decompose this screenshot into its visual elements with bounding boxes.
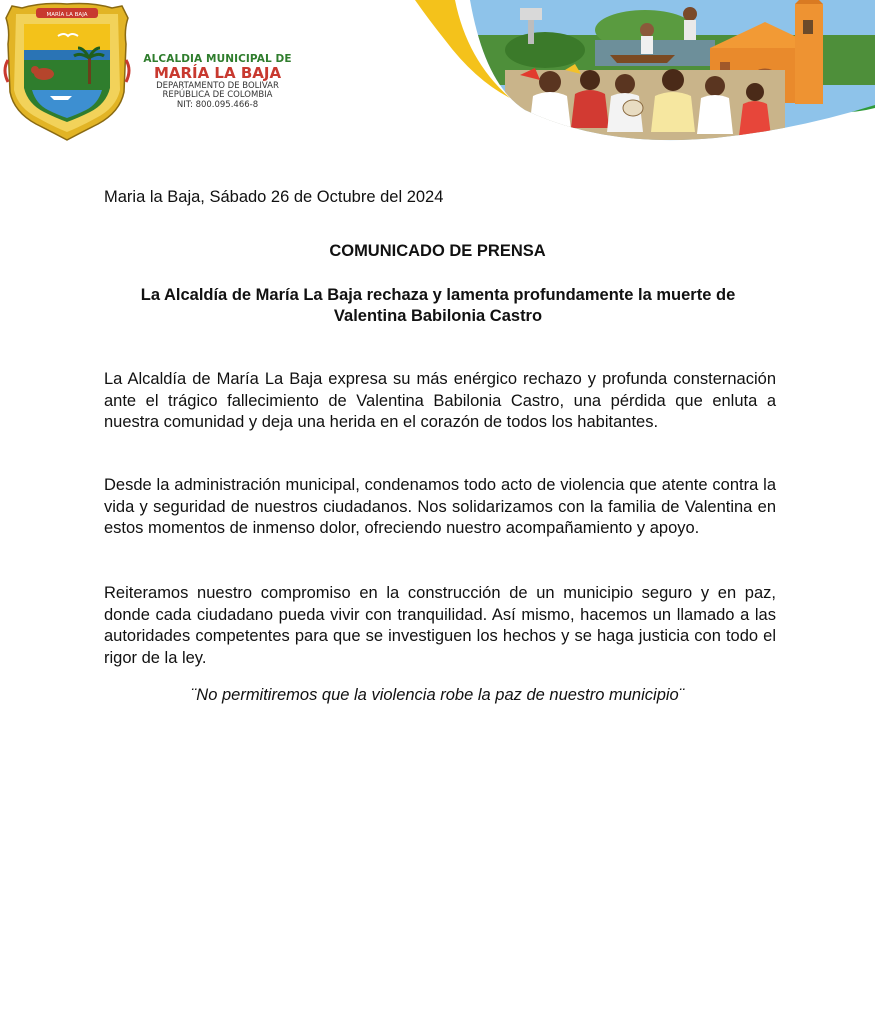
closing-quote: ¨No permitiremos que la violencia robe la paz de nuestro municipio¨ [190,686,685,704]
document-subtitle: La Alcaldía de María La Baja rechaza y lamenta profundamente la muerte de Valentina Babilonia Castro [140,286,736,325]
town-photo-collage [415,0,875,150]
body-paragraph: La Alcaldía de María La Baja expresa su más enérgico rechazo y profunda consternación ante el trágico fallecimiento de Valentina Babilonia Castro, una pérdida que enluta a nuestra comunidad y deja una herida en el corazón de todos los habitantes. [104,370,776,431]
municipal-coat-of-arms-icon [2,0,132,142]
org-nit: NIT: 800.095.466-8 [176,99,259,110]
dateline: Maria la Baja, Sábado 26 de Octubre del 2024 [104,188,444,206]
document-heading: COMUNICADO DE PRENSA [329,242,546,260]
body-paragraph: Reiteramos nuestro compromiso en la construcción de un municipio seguro y en paz, donde cada ciudadano pueda vivir con tranquilidad. Así mismo, hacemos un llamado a las autoridades competentes para que se investiguen los hechos y se haga justicia con todo el rigor de la ley. [104,584,776,667]
org-department: DEPARTAMENTO DE BOLIVAR [156,80,279,91]
letterhead [0,0,875,160]
svg-text:MARÍA LA BAJA: MARÍA LA BAJA [46,12,88,18]
org-municipality-name: MARÍA LA BAJA [153,63,282,82]
organization-name-block [135,54,300,109]
org-country: REPÚBLICA DE COLOMBIA [162,90,273,100]
org-title-line: ALCALDIA MUNICIPAL DE [143,53,292,65]
body-paragraph: Desde la administración municipal, condenamos todo acto de violencia que atente contra la vida y seguridad de nuestros ciudadanos. Nos solidarizamos con la familia de Valentina en estos momentos de inmenso dolor, ofreciendo nuestro acompañamiento y apoyo. [104,476,776,537]
